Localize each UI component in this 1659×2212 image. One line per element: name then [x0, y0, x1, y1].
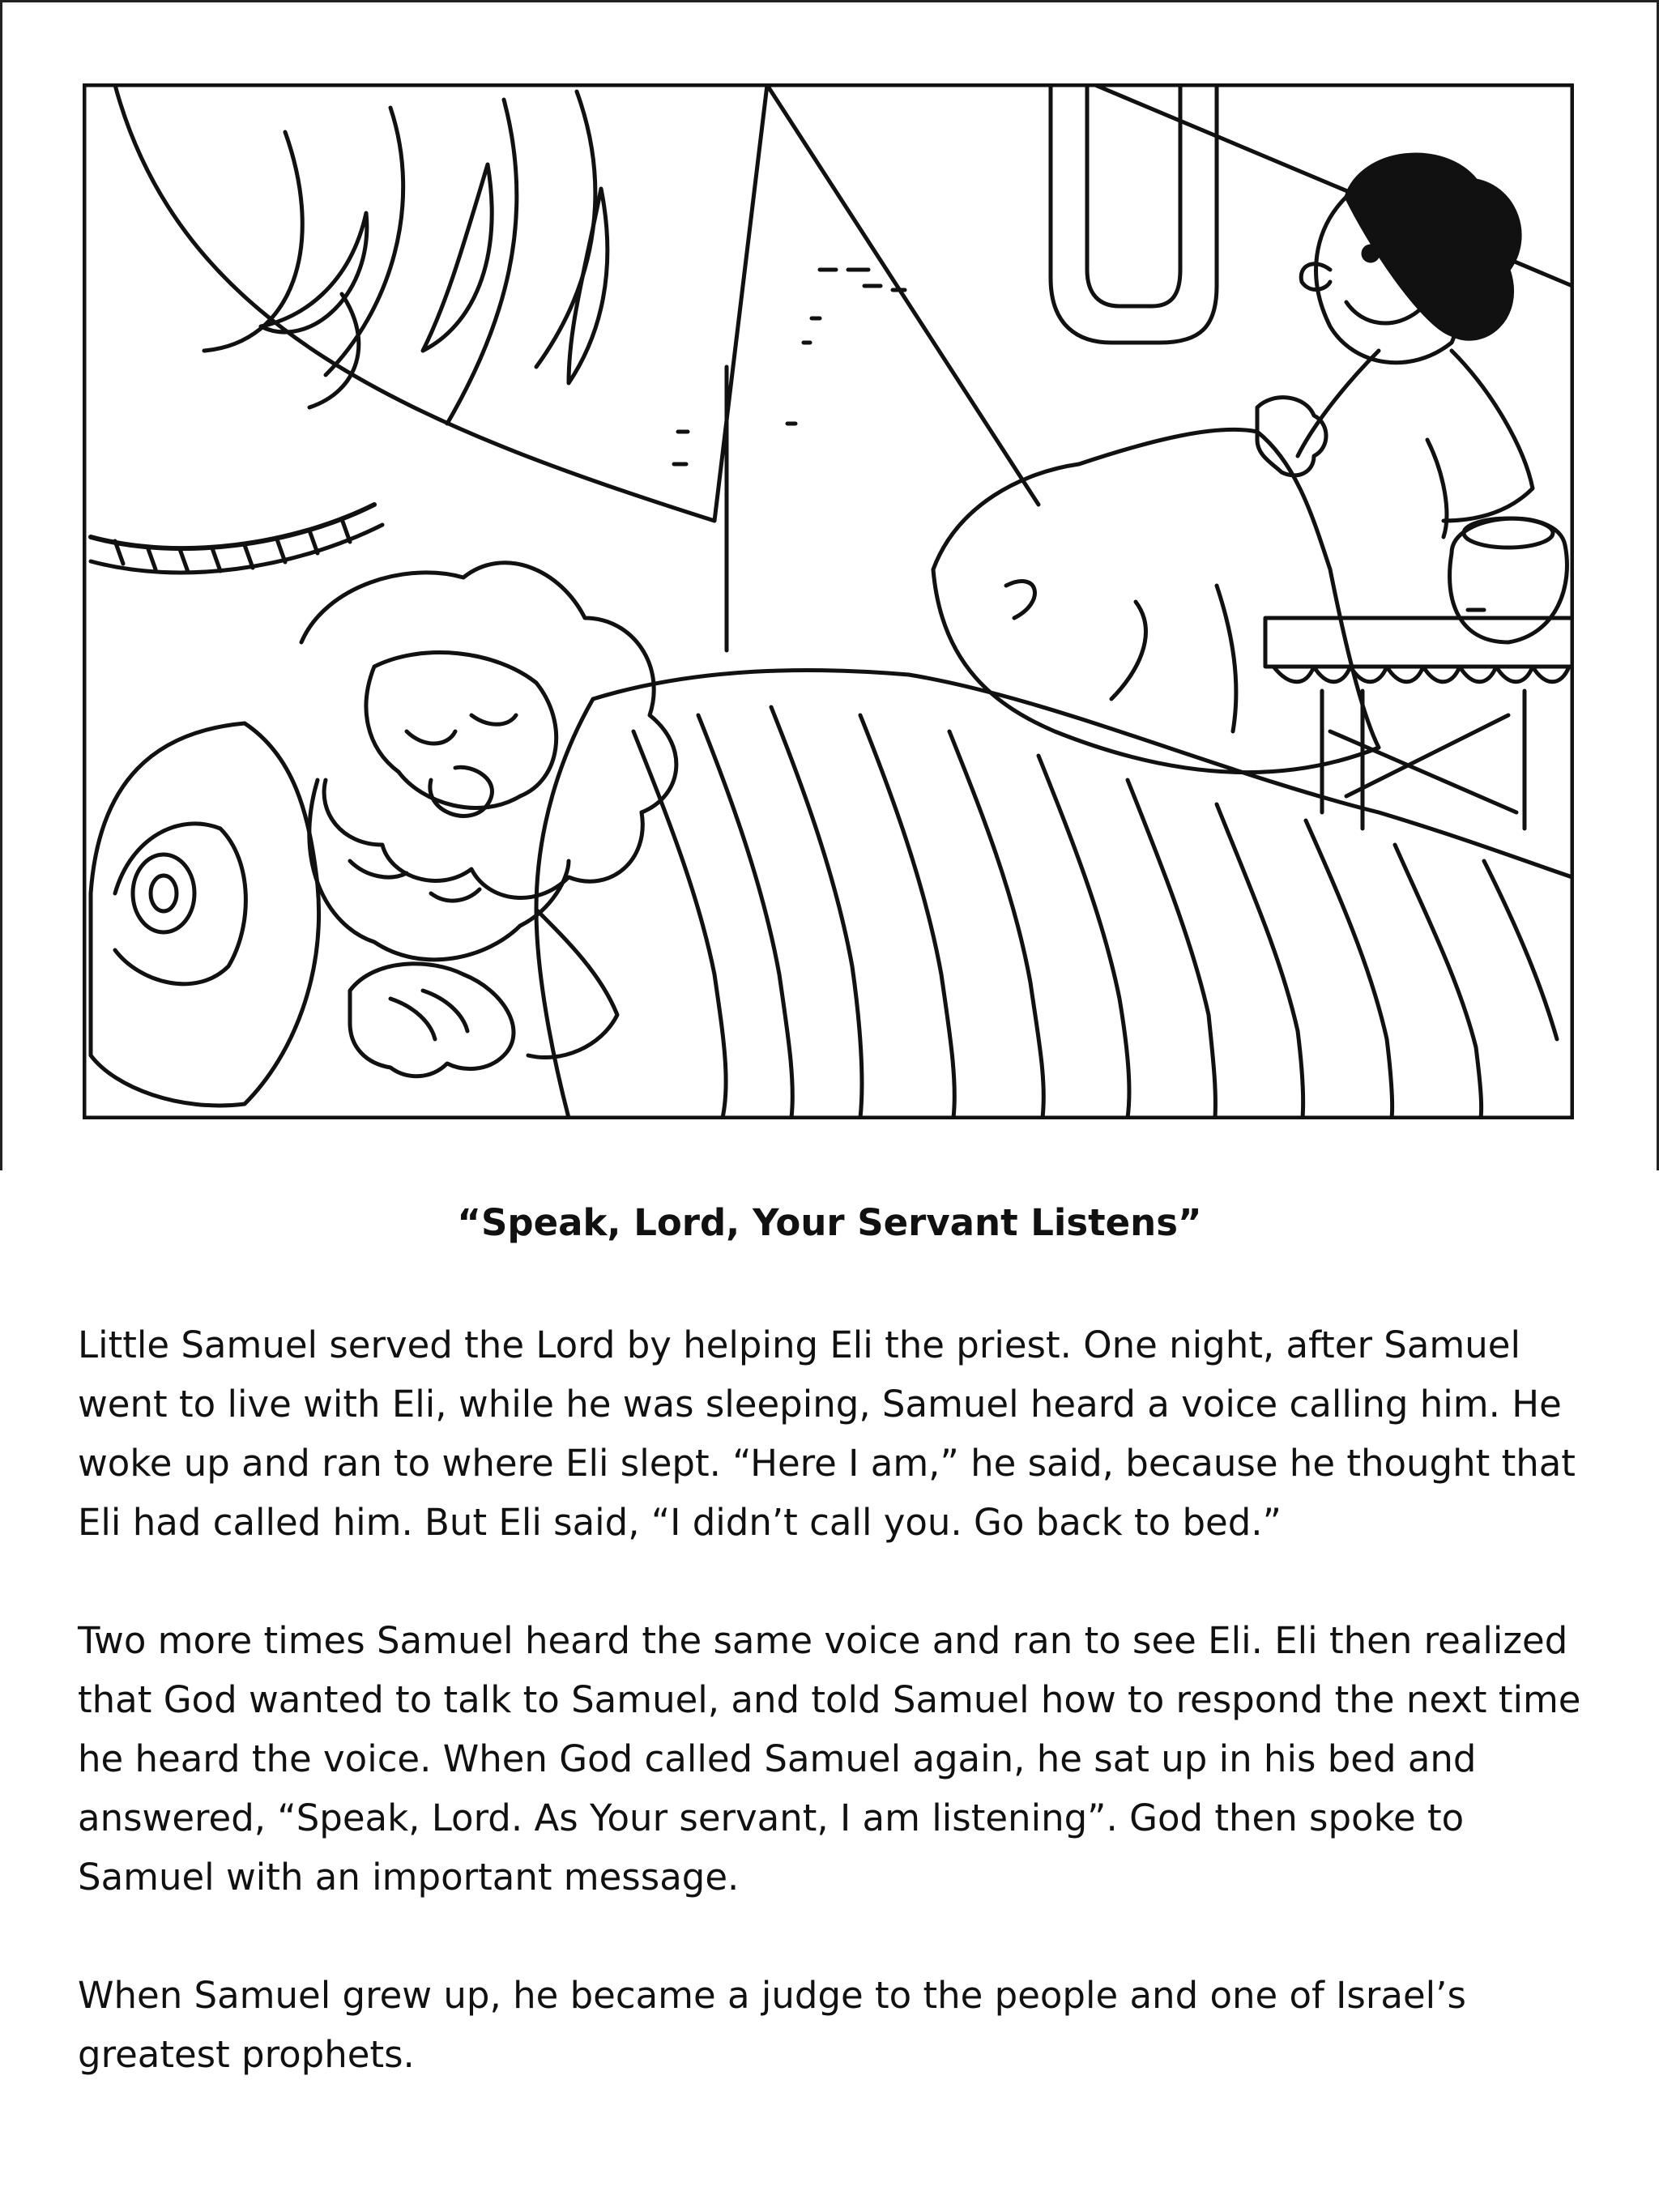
- boy-blanket: [933, 429, 1379, 772]
- story-paragraph: When Samuel grew up, he became a judge to the people and one of Israel’s greatest prophets.: [78, 1974, 1466, 2076]
- crescent-shape: [423, 164, 492, 351]
- coloring-illustration: [83, 83, 1574, 1119]
- illustration-border: [84, 85, 1572, 1118]
- eli-face: [366, 653, 557, 808]
- pillow: [91, 723, 319, 1106]
- stool: [1265, 618, 1572, 667]
- rope: [91, 505, 374, 548]
- curtain-drape: [115, 85, 767, 521]
- story-paragraph: Two more times Samuel heard the same voice and ran to see Eli. Eli then realized that God wanted to talk to Samuel, and told Samuel how to respond the next time he heard the voice. When God called Samuel again, he sat up in his bed and answered, “Speak, Lord. As Your servant, I am listening”. God then spoke to Samuel with an important message.: [78, 1619, 1581, 1899]
- eli-hand: [350, 964, 514, 1076]
- story-paragraph: Little Samuel served the Lord by helping Eli the priest. One night, after Samuel went to live with Eli, while he was sleeping, Samuel heard a voice calling him. He woke up and ran to where Eli slept. “Here I am,” he said, because he thought that Eli had called him. But Eli said, “I didn’t call you. Go back to bed.”: [78, 1323, 1576, 1544]
- story-text: [78, 1315, 1609, 2143]
- page-title: “Speak, Lord, Your Servant Listens”: [457, 1201, 1202, 1244]
- boy-hand: [1257, 398, 1326, 475]
- boy-body: [1298, 351, 1533, 521]
- eli-hair: [301, 563, 676, 898]
